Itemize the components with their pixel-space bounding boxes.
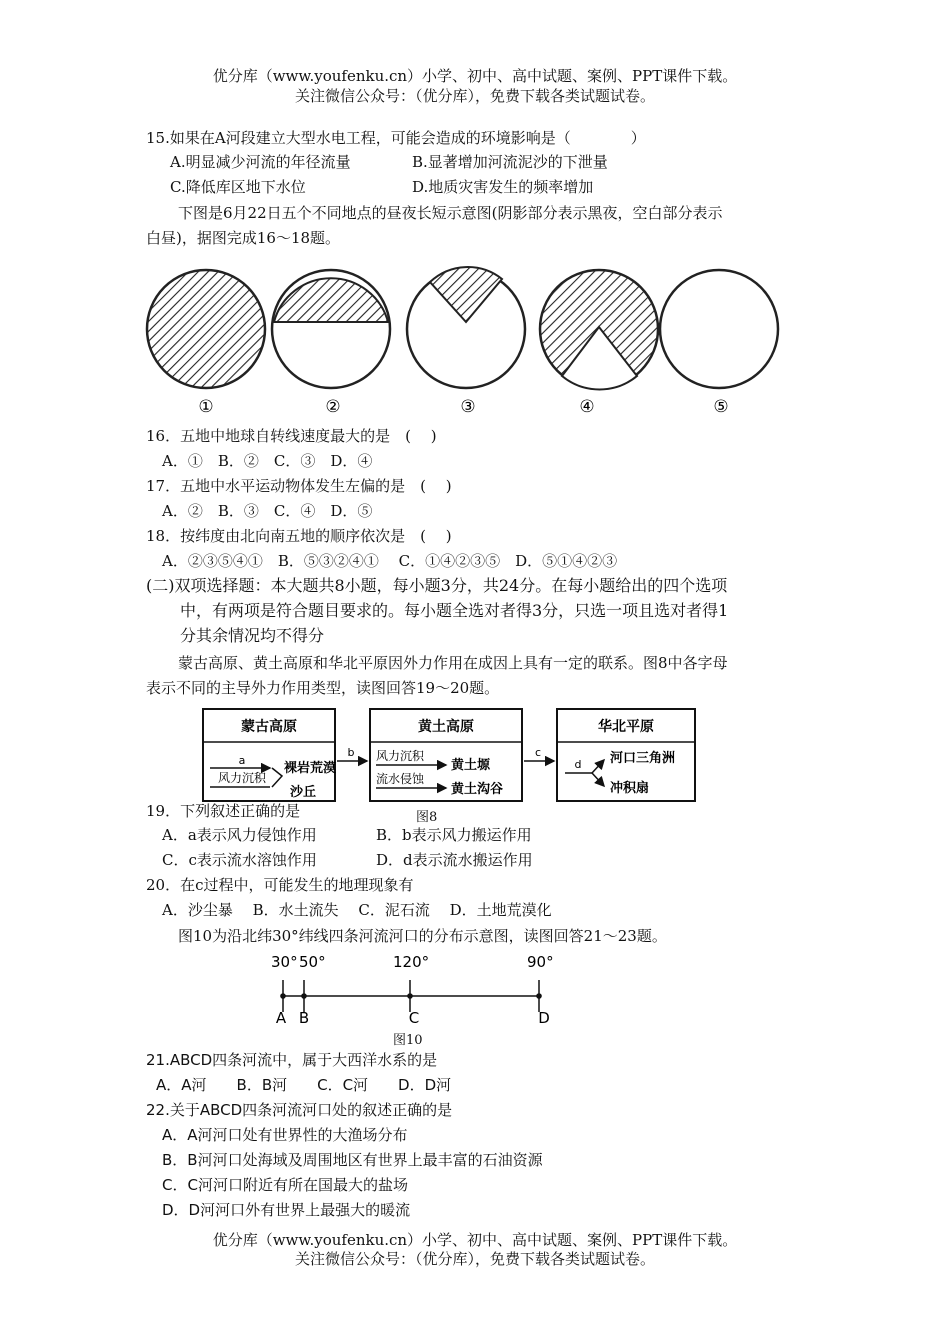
q15-option-d: D.地质灾害发生的频率增加 (412, 178, 594, 196)
q22-stem: 22.关于ABCD四条河流河口处的叙述正确的是 (146, 1101, 453, 1119)
figure-8-caption: 图8 (416, 810, 438, 825)
section-2-line-3: 分其余情况均不得分 (180, 626, 325, 645)
box-loess-out-2: 黄土沟谷 (451, 782, 504, 797)
lon-label-30: 30° (271, 953, 298, 971)
intro-21: 图10为沿北纬30°纬线四条河流河口的分布示意图，读图回答21～23题。 (178, 927, 667, 945)
q21-stem: 21.ABCD四条河流中，属于大西洋水系的是 (146, 1051, 438, 1069)
q21-options: A．A河 B．B河 C．C河 D．D河 (156, 1076, 452, 1094)
q19-stem: 19．下列叙述正确的是 (146, 802, 301, 820)
q20-stem: 20．在c过程中，可能发生的地理现象有 (146, 876, 414, 894)
figure-10-caption: 图10 (393, 1033, 423, 1048)
q19-option-d: D．d表示流水搬运作用 (376, 851, 533, 869)
point-label-a: A (275, 1009, 287, 1027)
box-mongolia-out-1: 裸岩荒漠 (284, 761, 337, 776)
box-mongolia-title: 蒙古高原 (241, 719, 297, 735)
point-a (280, 993, 286, 999)
circle-1 (147, 270, 265, 388)
box-mongolia-out-2: 沙丘 (290, 785, 317, 800)
q15-option-c: C.降低库区地下水位 (170, 178, 306, 196)
figure-10-diagram (265, 950, 565, 1028)
footer-line-1: 优分库（www.youfenku.cn）小学、初中、高中试题、案例、PPT课件下载。 (212, 1231, 738, 1249)
box-loess-out-1: 黄土塬 (451, 758, 491, 773)
intro-19-line-1: 蒙古高原、黄土高原和华北平原因外力作用在成因上具有一定的联系。图8中各字母 (178, 654, 728, 672)
q16-options: A．① B．② C．③ D．④ (162, 452, 373, 470)
box-loess-title: 黄土高原 (418, 719, 474, 735)
box-north-china-title: 华北平原 (598, 719, 654, 735)
q19-option-a: A．a表示风力侵蚀作用 (162, 826, 317, 844)
intro-19-line-2: 表示不同的主导外力作用类型，读图回答19～20题。 (146, 679, 500, 697)
q16-stem: 16．五地中地球自转线速度最大的是 ( ) (146, 427, 437, 445)
q22-option-c: C．C河河口附近有所在国最大的盐场 (162, 1176, 408, 1194)
point-d (536, 993, 542, 999)
header-line-1: 优分库（www.youfenku.cn）小学、初中、高中试题、案例、PPT课件下载。 (212, 67, 738, 85)
circle-label-5: ⑤ (713, 397, 729, 417)
q15-option-a: A.明显减少河流的年径流量 (170, 153, 351, 171)
q19-option-c: C．c表示流水溶蚀作用 (162, 851, 317, 869)
q18-stem: 18．按纬度由北向南五地的顺序依次是 ( ) (146, 527, 452, 545)
q15-stem: 15.如果在A河段建立大型水电工程，可能会造成的环境影响是（ ） (146, 129, 646, 147)
circle-label-2: ② (325, 397, 341, 417)
box-loess-in-2: 流水侵蚀 (376, 772, 425, 786)
point-label-c: C (408, 1009, 420, 1027)
circle-5 (660, 270, 778, 388)
label-d: d (574, 758, 582, 771)
box-loess-in-1: 风力沉积 (376, 749, 425, 763)
q19-option-b: B．b表示风力搬运作用 (376, 826, 532, 844)
q17-options: A．② B．③ C．④ D．⑤ (162, 502, 373, 520)
box-north-china-out-1: 河口三角洲 (610, 751, 676, 766)
circle-label-1: ① (198, 397, 214, 417)
intro-16-line-2: 白昼)，据图完成16～18题。 (146, 229, 341, 247)
q22-option-b: B．B河河口处海域及周围地区有世界上最丰富的石油资源 (162, 1151, 543, 1169)
box-north-china-out-2: 冲积扇 (610, 781, 650, 796)
point-c (407, 993, 413, 999)
section-2-line-2: 中，有两项是符合题目要求的。每小题全选对者得3分，只选一项且选对者得1 (180, 601, 729, 620)
section-2-line-1: (二)双项选择题：本大题共8小题，每小题3分，共24分。在每小题给出的四个选项 (146, 576, 728, 595)
box-mongolia-wind: 风力沉积 (217, 771, 267, 785)
circle-label-4: ④ (579, 397, 595, 417)
day-night-circles-figure (140, 250, 800, 422)
lon-label-120: 120° (393, 953, 430, 971)
q20-options: A．沙尘暴 B．水土流失 C．泥石流 D．土地荒漠化 (162, 901, 552, 919)
point-label-b: B (298, 1009, 310, 1027)
lon-label-90: 90° (527, 953, 554, 971)
label-b: b (347, 746, 355, 759)
point-b (301, 993, 307, 999)
q22-option-a: A．A河河口处有世界性的大渔场分布 (162, 1126, 408, 1144)
point-label-d: D (538, 1009, 550, 1027)
circle-label-3: ③ (460, 397, 476, 417)
intro-16-line-1: 下图是6月22日五个不同地点的昼夜长短示意图(阴影部分表示黑夜，空白部分表示 (178, 204, 723, 222)
lon-label-50: 50° (299, 953, 326, 971)
header-line-2: 关注微信公众号：（优分库），免费下载各类试题试卷。 (294, 87, 655, 105)
label-a: a (238, 754, 246, 767)
footer-line-2: 关注微信公众号：（优分库），免费下载各类试题试卷。 (294, 1250, 655, 1268)
label-c: c (534, 746, 542, 759)
figure-8-diagram (200, 706, 700, 802)
q18-options: A．②③⑤④① B．⑤③②④① C．①④②③⑤ D．⑤①④②③ (162, 552, 618, 570)
q17-stem: 17．五地中水平运动物体发生左偏的是 ( ) (146, 477, 452, 495)
q22-option-d: D．D河河口外有世界上最强大的暖流 (162, 1201, 411, 1219)
q15-option-b: B.显著增加河流泥沙的下泄量 (412, 153, 608, 171)
